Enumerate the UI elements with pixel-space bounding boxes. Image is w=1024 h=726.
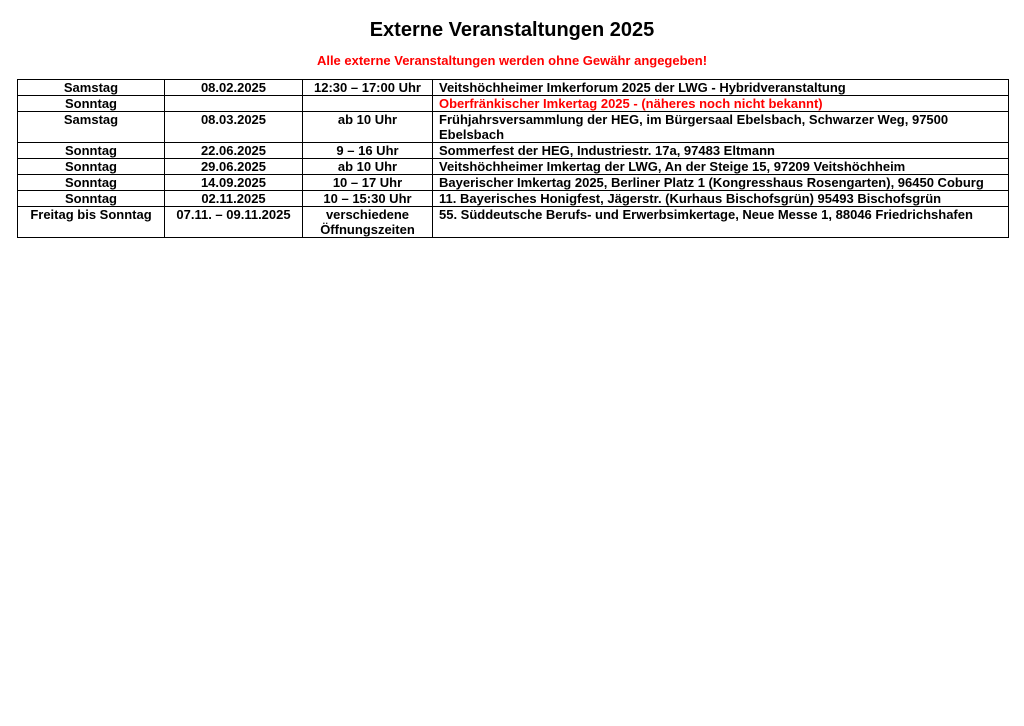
events-table xyxy=(17,79,1009,238)
event-day: Sonntag xyxy=(18,191,165,207)
event-day: Sonntag xyxy=(18,96,165,112)
event-time: 10 – 15:30 Uhr xyxy=(303,191,433,207)
table-row xyxy=(18,96,1009,112)
event-description: Sommerfest der HEG, Industriestr. 17a, 97483 Eltmann xyxy=(433,143,1009,159)
table-row xyxy=(18,191,1009,207)
event-description: Bayerischer Imkertag 2025, Berliner Platz 1 (Kongresshaus Rosengarten), 96450 Coburg xyxy=(433,175,1009,191)
event-description: Frühjahrsversammlung der HEG, im Bürgersaal Ebelsbach, Schwarzer Weg, 97500 Ebelsbach xyxy=(433,112,1009,143)
event-description: 11. Bayerisches Honigfest, Jägerstr. (Kurhaus Bischofsgrün) 95493 Bischofsgrün xyxy=(433,191,1009,207)
disclaimer-text: Alle externe Veranstaltungen werden ohne Gewähr angegeben! xyxy=(316,53,708,68)
event-time: ab 10 Uhr xyxy=(303,112,433,143)
event-description: Veitshöchheimer Imkertag der LWG, An der Steige 15, 97209 Veitshöchheim xyxy=(433,159,1009,175)
event-date: 29.06.2025 xyxy=(165,159,303,175)
event-date: 08.02.2025 xyxy=(165,80,303,96)
event-time: 12:30 – 17:00 Uhr xyxy=(303,80,433,96)
event-description: Oberfränkischer Imkertag 2025 - (näheres noch nicht bekannt) xyxy=(433,96,1009,112)
table-row xyxy=(18,80,1009,96)
event-time: 9 – 16 Uhr xyxy=(303,143,433,159)
event-date: 02.11.2025 xyxy=(165,191,303,207)
event-day: Sonntag xyxy=(18,159,165,175)
page-title: Externe Veranstaltungen 2025 xyxy=(369,19,655,41)
event-description: Veitshöchheimer Imkerforum 2025 der LWG - Hybridveranstaltung xyxy=(433,80,1009,96)
event-time: verschiedene Öffnungszeiten xyxy=(303,207,433,238)
event-day: Sonntag xyxy=(18,175,165,191)
table-row xyxy=(18,175,1009,191)
event-date: 08.03.2025 xyxy=(165,112,303,143)
event-date: 22.06.2025 xyxy=(165,143,303,159)
event-description: 55. Süddeutsche Berufs- und Erwerbsimkertage, Neue Messe 1, 88046 Friedrichshafen xyxy=(433,207,1009,238)
event-day: Samstag xyxy=(18,112,165,143)
event-day: Sonntag xyxy=(18,143,165,159)
event-time xyxy=(303,96,433,112)
event-day: Freitag bis Sonntag xyxy=(18,207,165,238)
event-day: Samstag xyxy=(18,80,165,96)
table-row xyxy=(18,159,1009,175)
event-date xyxy=(165,96,303,112)
event-time: ab 10 Uhr xyxy=(303,159,433,175)
event-date: 07.11. – 09.11.2025 xyxy=(165,207,303,238)
table-row xyxy=(18,112,1009,143)
table-row xyxy=(18,207,1009,238)
table-row xyxy=(18,143,1009,159)
event-time: 10 – 17 Uhr xyxy=(303,175,433,191)
event-date: 14.09.2025 xyxy=(165,175,303,191)
